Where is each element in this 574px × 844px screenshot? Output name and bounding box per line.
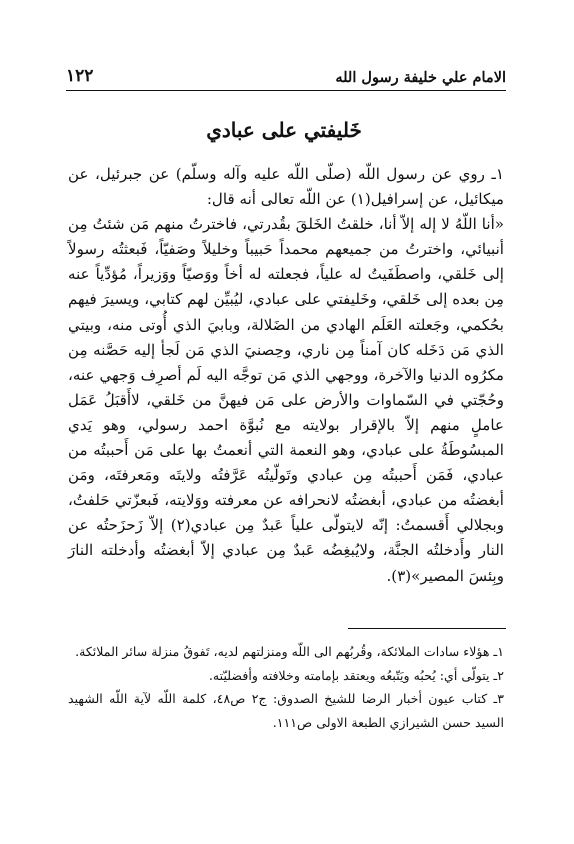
- footnotes: [68, 640, 504, 734]
- hadith-intro: ١ـ روي عن رسول اللّه (صلّى اللّه عليه وآله وسلّم) عن جبرئيل، عن ميكائيل، عن إسرافيل(١) عن اللّه تعالى أنه قال:: [68, 165, 504, 209]
- running-title: الامام علي خليفة رسول الله: [335, 69, 506, 86]
- page-header: [66, 56, 506, 91]
- section-title: خَليفتي على عبادي: [206, 118, 362, 142]
- footnote-3: ٣ـ كتاب عيون أخبار الرضا للشيخ الصدوق: ج٢ ص٤٨، كلمة اللّه لآية اللّه الشهيد السيد حسن الشيرازي الطبعة الاولى ص١١١.: [68, 691, 504, 730]
- main-text: [68, 162, 504, 589]
- page-number: ١٢٢: [66, 66, 94, 86]
- hadith-quote: «أنا اللّهُ لا إله إلاّ أنا، خلقتُ الخَلقَ بقُدرتي، فاخترتُ منهم مَن شئتُ مِن أنبيائي، واخترتُ من جميعهم محمداً حَبيباً وخليلاً وصَفيّاً، فَبعثتُه رسولاً إلى خَلقي، واصطَفَيتُ له علياً، فجعلته له أخاً ووَصيّاً ووَزيراً، مُؤدِّياً عنه مِن بعده إلى خَلقي، وخَليفتي على عبادي، ليُبيِّن لهم كتابي، ويسيرَ فيهم بحُكمي، وجَعلته العَلَم الهادي من الضَلالة، وبابيَ الذي أُوتى منه، وبيتي الذي مَن دَخَله كان آمناً مِن ناري، وحِصنيَ الذي مَن لَجأ إليه حَصَّنه مِن مكرُوه الدنيا والآخرة، ووجهي الذي مَن توجَّه اليه لَم أصرِف وَجهي عنه، وحُجّتي في السّماوات والأرض على مَن فيهنَّ من خَلقي، لاأَقبَلُ عَمَل عاملٍ منهم إلاّ بالإقرار بولايته مع نُبوَّة احمد رسولي، وهو يَدي المبسُوطَةُ على عبادي، وهو النعمة التي أنعمتُ بها على مَن أَحببتُه من عبادي، فَمَن أَحببتُه مِن عبادي وتَولّيتُه عَرَّفتُه ولايتَه ومَعرفتَه، ومَن أبغضتُه من عبادي، أبغضتُه لانحرافه عن معرفته ووَلايته، فَبعزّتي حَلفتُ، وبجلالي أَقسمتُ: إنّه لايتولّى علياً عَبدٌ مِن عبادي(٢) إلاّ زَحزَحتُه عن النار وأَدخلتُه الجنَّة، ولايُبغِضُه عَبدٌ مِن عبادي إلاّ أبغضتُه وأدخلته النارَ وبِئسَ المصير»(٣).: [68, 215, 504, 585]
- footnote-2: ٢ـ يتولّى أي: يُحبُه ويَتّبعُه ويعتقد بإمامته وخلافته وأفضليّته.: [208, 667, 504, 683]
- footnote-1: ١ـ هؤلاء سادات الملائكة، وقُربُهم الى اللّه ومنزلتهم لديه، تَفوقُ منزلة سائر الملائكة.: [75, 644, 504, 659]
- footnote-divider: [348, 628, 506, 629]
